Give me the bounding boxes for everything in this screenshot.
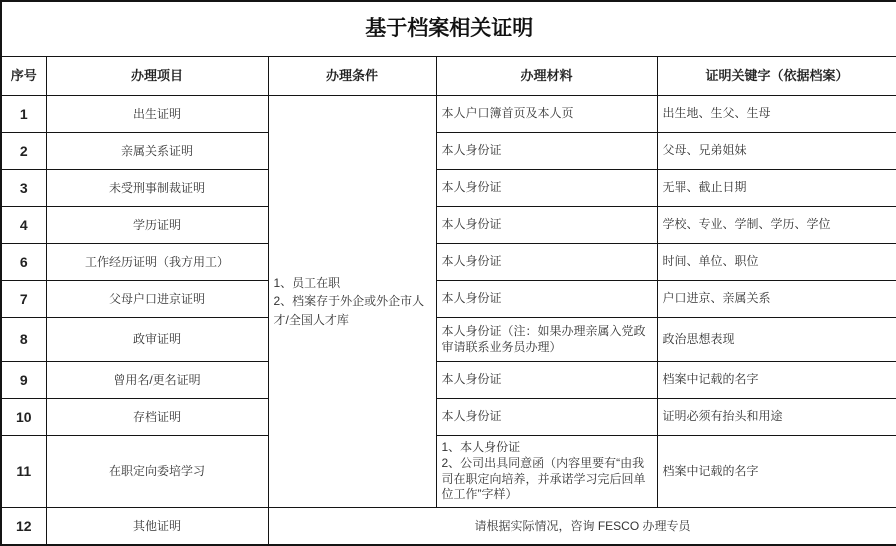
- item-cell: 曾用名/更名证明: [46, 362, 268, 399]
- table-row: [1, 508, 896, 546]
- header-material: 办理材料: [436, 57, 657, 96]
- material-cell: 本人身份证（注：如果办理亲属入党政审请联系业务员办理）: [436, 318, 657, 362]
- material-cell: 本人身份证: [436, 362, 657, 399]
- header-no: 序号: [1, 57, 46, 96]
- row-number-cell: 12: [1, 508, 46, 546]
- table-row: [1, 436, 896, 508]
- table-row: [1, 244, 896, 281]
- row-number-cell: 8: [1, 318, 46, 362]
- keyword-cell: 学校、专业、学制、学历、学位: [657, 207, 896, 244]
- row-number-cell: 4: [1, 207, 46, 244]
- item-cell: 亲属关系证明: [46, 133, 268, 170]
- material-cell: 本人身份证: [436, 399, 657, 436]
- row-number-cell: 6: [1, 244, 46, 281]
- header-keyword: 证明关键字（依据档案）: [657, 57, 896, 96]
- table-row: [1, 170, 896, 207]
- item-cell: 未受刑事制裁证明: [46, 170, 268, 207]
- row-number-cell: 10: [1, 399, 46, 436]
- keyword-cell: 档案中记载的名字: [657, 362, 896, 399]
- keyword-cell: 无罪、截止日期: [657, 170, 896, 207]
- material-line: 2、公司出具同意函（内容里要有“由我司在职定向培养，并承诺学习完后回单位工作”字样）: [441, 455, 646, 502]
- keyword-cell: 出生地、生父、生母: [657, 96, 896, 133]
- material-cell: 本人身份证: [436, 281, 657, 318]
- keyword-cell: 父母、兄弟姐妹: [657, 133, 896, 170]
- material-cell: 本人身份证: [436, 133, 657, 170]
- row-number-cell: 1: [1, 96, 46, 133]
- material-line: 1、本人身份证: [441, 440, 521, 455]
- item-cell: 其他证明: [46, 508, 268, 546]
- item-cell: 在职定向委培学习: [46, 436, 268, 508]
- row-number-cell: 3: [1, 170, 46, 207]
- material-cell: 本人户口簿首页及本人页: [436, 96, 657, 133]
- table-row: [1, 318, 896, 362]
- item-cell: 工作经历证明（我方用工）: [46, 244, 268, 281]
- item-cell: 政审证明: [46, 318, 268, 362]
- material-cell: 本人身份证: [436, 244, 657, 281]
- keyword-cell: 时间、单位、职位: [657, 244, 896, 281]
- page-title: 基于档案相关证明: [1, 1, 896, 57]
- table-row: [1, 362, 896, 399]
- keyword-cell: 户口进京、亲属关系: [657, 281, 896, 318]
- table-row: [1, 281, 896, 318]
- condition-line: 1、员工在职: [273, 275, 341, 290]
- material-cell: 本人身份证: [436, 170, 657, 207]
- material-cell: 本人身份证: [436, 207, 657, 244]
- table-row: [1, 96, 896, 133]
- item-cell: 父母户口进京证明: [46, 281, 268, 318]
- row-number-cell: 9: [1, 362, 46, 399]
- keyword-cell: 证明必须有抬头和用途: [657, 399, 896, 436]
- header-item: 办理项目: [46, 57, 268, 96]
- item-cell: 学历证明: [46, 207, 268, 244]
- header-condition: 办理条件: [268, 57, 436, 96]
- footer-note-cell: 请根据实际情况，咨询 FESCO 办理专员: [268, 508, 896, 546]
- condition-merged-cell: [268, 96, 436, 508]
- table-row: [1, 399, 896, 436]
- keyword-cell: 档案中记载的名字: [657, 436, 896, 508]
- row-number-cell: 7: [1, 281, 46, 318]
- row-number-cell: 2: [1, 133, 46, 170]
- table-row: [1, 133, 896, 170]
- header-row: [1, 57, 896, 96]
- item-cell: 出生证明: [46, 96, 268, 133]
- item-cell: 存档证明: [46, 399, 268, 436]
- condition-line: 2、档案存于外企或外企市人才/全国人才库: [273, 294, 425, 327]
- row-number-cell: 11: [1, 436, 46, 508]
- keyword-cell: 政治思想表现: [657, 318, 896, 362]
- table-row: [1, 207, 896, 244]
- material-cell: [436, 436, 657, 508]
- title-row: [1, 1, 896, 57]
